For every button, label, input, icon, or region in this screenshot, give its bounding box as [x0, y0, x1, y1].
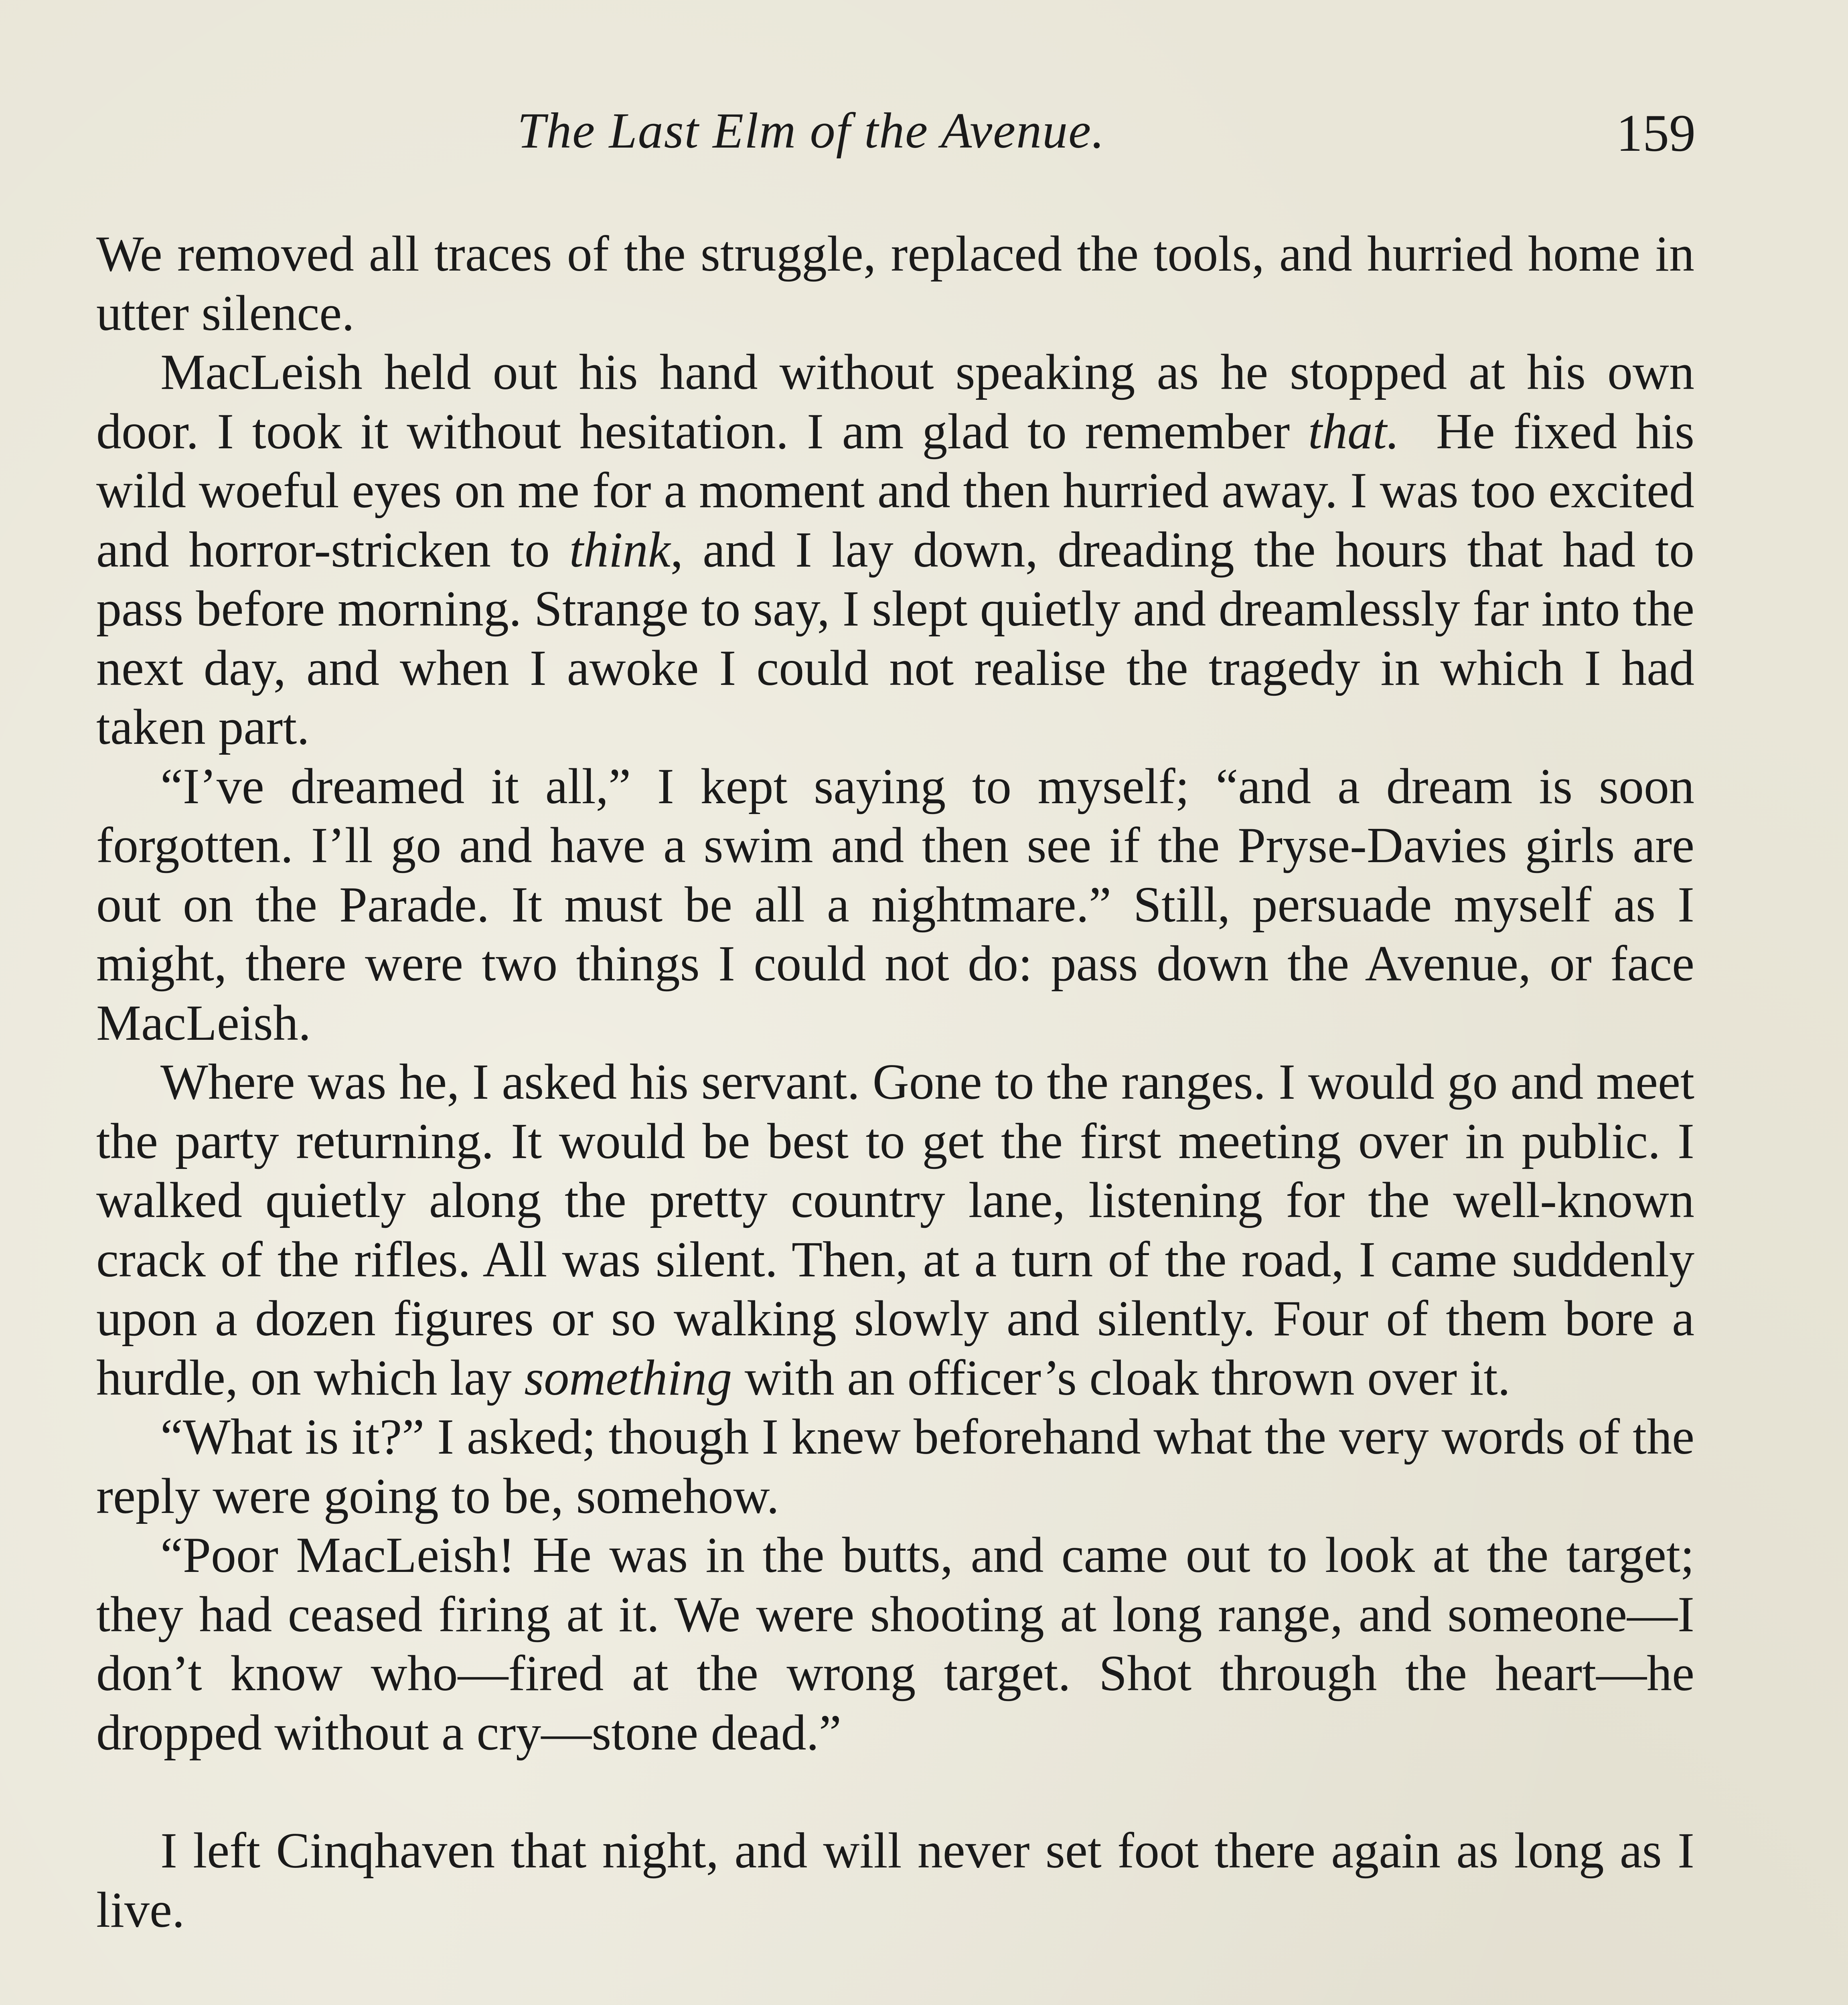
paragraph-4-part-2: with an officer’s cloak thrown over it. [744, 1350, 1511, 1406]
paragraph-6: “Poor MacLeish! He was in the butts, and came out to look at the target; they had ceased firing at it. We were shooting at long range, and someone—I don’t know who—fired at the wrong target. Shot through the heart—he dropped without a cry—stone dead.” [96, 1527, 1694, 1761]
emphasis-something: something [524, 1350, 732, 1406]
paragraph-4-part-1: Where was he, I asked his servant. Gone to the ranges. I would go and meet the party returning. It would be best to get the first meeting over in public. I walked quietly along the pretty country lane, listening for the well-known crack of the rifles. All was silent. Then, at a turn of the road, I came suddenly upon a dozen figures or so walking slowly and silently. Four of them bore a hurdle, on which lay [96, 1054, 1694, 1406]
paragraph-1: We removed all traces of the struggle, replaced the tools, and hurried home in utter silence. [96, 226, 1694, 341]
body-text [96, 225, 1694, 1940]
paragraph-2 [96, 343, 1694, 757]
paragraph-3: “I’ve dreamed it all,” I kept saying to myself; “and a dream is soon forgotten. I’ll go and have a swim and then see if the Pryse-Davies girls are out on the Parade. It must be all a nightmare.” Still, persuade myself as I might, there were two things I could not do: pass down the Avenue, or face MacLeish. [96, 758, 1694, 1051]
emphasis-think: think [569, 522, 671, 578]
paragraph-4 [96, 1053, 1694, 1408]
paragraph-2-part-2: He fixed his wild woeful eyes on me for a moment and then hurried away. I was too excited and horror-stricken to [96, 403, 1695, 578]
running-head [0, 102, 1848, 162]
running-title: The Last Elm of the Avenue. [517, 103, 1105, 159]
page-number: 159 [1616, 103, 1696, 162]
paragraph-5: “What is it?” I asked; though I knew beforehand what the very words of the reply were going to be, somehow. [96, 1409, 1694, 1524]
emphasis-that: that. [1308, 403, 1400, 460]
paragraph-2-part-3: , and I lay down, dreading the hours that had to pass before morning. Strange to say, I slept quietly and dreamlessly far into the next day, and when I awoke I could not realise the tragedy in which I had taken part. [96, 522, 1694, 755]
paragraph-7: I left Cinqhaven that night, and will never set foot there again as long as I live. [96, 1823, 1694, 1938]
paragraph-2-part-1: MacLeish held out his hand without speaking as he stopped at his own door. I took it without hesitation. I am glad to remember [96, 344, 1694, 460]
